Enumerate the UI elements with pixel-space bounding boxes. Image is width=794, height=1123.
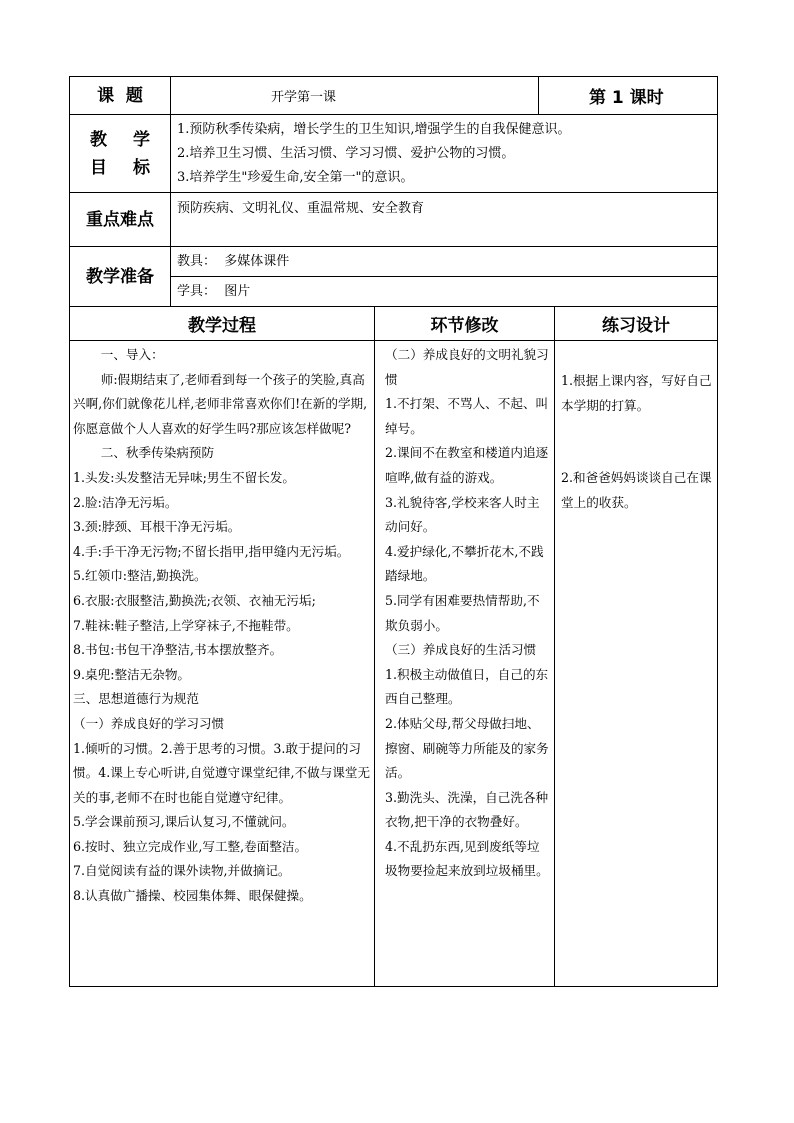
process-line: 5.红领巾:整洁,勤换洗。 [73,568,207,584]
revision-line: 1.不打架、不骂人、不起、叫绰号。 [385,396,549,436]
revision-column-header: 环节修改 [375,307,555,341]
objectives-label [70,115,171,193]
lesson-header-table [69,76,718,307]
process-line: 4.手:手干净无污物;不留长指甲,指甲缝内无污垢。 [73,543,350,559]
practice-gap [561,418,713,466]
lesson-plan [69,76,717,987]
topic-value: 开学第一课 [171,77,539,115]
process-line: 1.倾听的习惯。2.善于思考的习惯。3.敢于提问的习惯。4.课上专心听讲,自觉遵守课堂纪律,不做与课堂无关的事,老师不在时也能自觉遵守纪律。 [73,740,371,805]
process-line: 6.按时、独立完成作业,写工整,卷面整洁。 [73,838,308,854]
process-column-header: 教学过程 [70,307,375,341]
topic-label: 课 题 [70,77,171,115]
process-line: （一）养成良好的学习习惯 [73,715,225,731]
revision-line: 3.勤洗头、洗澡，自己洗各种衣物,把干净的衣物叠好。 [385,789,549,830]
revision-line: （二）养成良好的文明礼貌习惯 [385,347,549,387]
process-line: 1.头发:头发整洁无异味;男生不留长发。 [73,469,296,485]
revision-line: 2.课间不在教室和楼道内追逐喧哗,做有益的游戏。 [385,445,549,485]
process-line: 三、思想道德行为规范 [73,691,199,707]
practice-cell [555,341,718,987]
process-line: 师:假期结束了,老师看到每一个孩子的笑脸,真高兴啊,你们就像花儿样,老师非常喜欢你们!在新的学期,你愿意做个人人喜欢的好学生吗?那应该怎样做呢? [73,371,368,436]
preparation-label: 教学准备 [70,247,171,307]
objectives-list [171,115,718,193]
key-points-value: 预防疾病、文明礼仪、重温常规、安全教育 [171,193,718,247]
process-line: 8.认真做广播操、校园集体舞、眼保健操。 [73,888,312,904]
revision-line: 4.爱护绿化,不攀折花木,不践踏绿地。 [385,543,544,584]
process-line: 8.书包:书包干净整洁,书本摆放整齐。 [73,642,283,658]
process-line: 5.学会课前预习,课后认复习,不懂就问。 [73,814,295,830]
process-line: 9.桌兜:整洁无杂物。 [73,666,191,682]
process-line: 2.脸:洁净无污垢。 [73,494,178,510]
revision-line: 2.体贴父母,帮父母做扫地、擦窗、刷碗等力所能及的家务活。 [385,715,549,781]
process-cell [70,341,375,987]
revision-line: （三）养成良好的生活习惯 [385,642,537,658]
revision-cell [375,341,555,987]
process-line: 3.颈:脖颈、耳根干净无污垢。 [73,519,241,535]
process-table [69,306,718,987]
period-value: 第 1 课时 [539,77,718,115]
revision-line: 5.同学有困难要热情帮助,不欺负弱小。 [385,592,540,633]
revision-line: 1.积极主动做值日，自己的东西自己整理。 [385,666,549,707]
practice-column-header: 练习设计 [555,307,718,341]
objective-item: 1.预防秋季传染病，增长学生的卫生知识,增强学生的自我保健意识。 [177,121,571,137]
revision-line: 4.不乱扔东西,见到废纸等垃圾物要捡起来放到垃圾桶里。 [385,838,549,879]
objective-item: 2.培养卫生习惯、生活习惯、学习习惯、爱护公物的习惯。 [177,145,515,161]
objectives-label-line1: 教 学 [90,129,160,150]
process-line: 一、导入： [100,347,164,362]
objective-item: 3.培养学生"珍爱生命,安全第一"的意识。 [177,169,414,185]
practice-line: 2.和爸爸妈妈谈谈自己在课堂上的收获。 [561,470,712,510]
practice-line: 1.根据上课内容，写好自己本学期的打算。 [561,373,712,413]
teacher-tools: 教具： 多媒体课件 [171,247,718,277]
process-line: 7.鞋袜:鞋子整洁,上学穿袜子,不拖鞋带。 [73,617,299,633]
process-line: 6.衣服:衣服整洁,勤换洗;衣领、衣袖无污垢; [73,592,316,608]
process-line: 二、秋季传染病预防 [100,445,215,461]
student-tools: 学具： 图片 [171,277,718,307]
revision-line: 3.礼貌待客,学校来客人时主动问好。 [385,494,540,535]
objectives-label-line2: 目 标 [90,157,160,178]
key-points-label: 重点难点 [70,193,171,247]
process-line: 7.自觉阅读有益的课外读物,并做摘记。 [73,863,291,879]
